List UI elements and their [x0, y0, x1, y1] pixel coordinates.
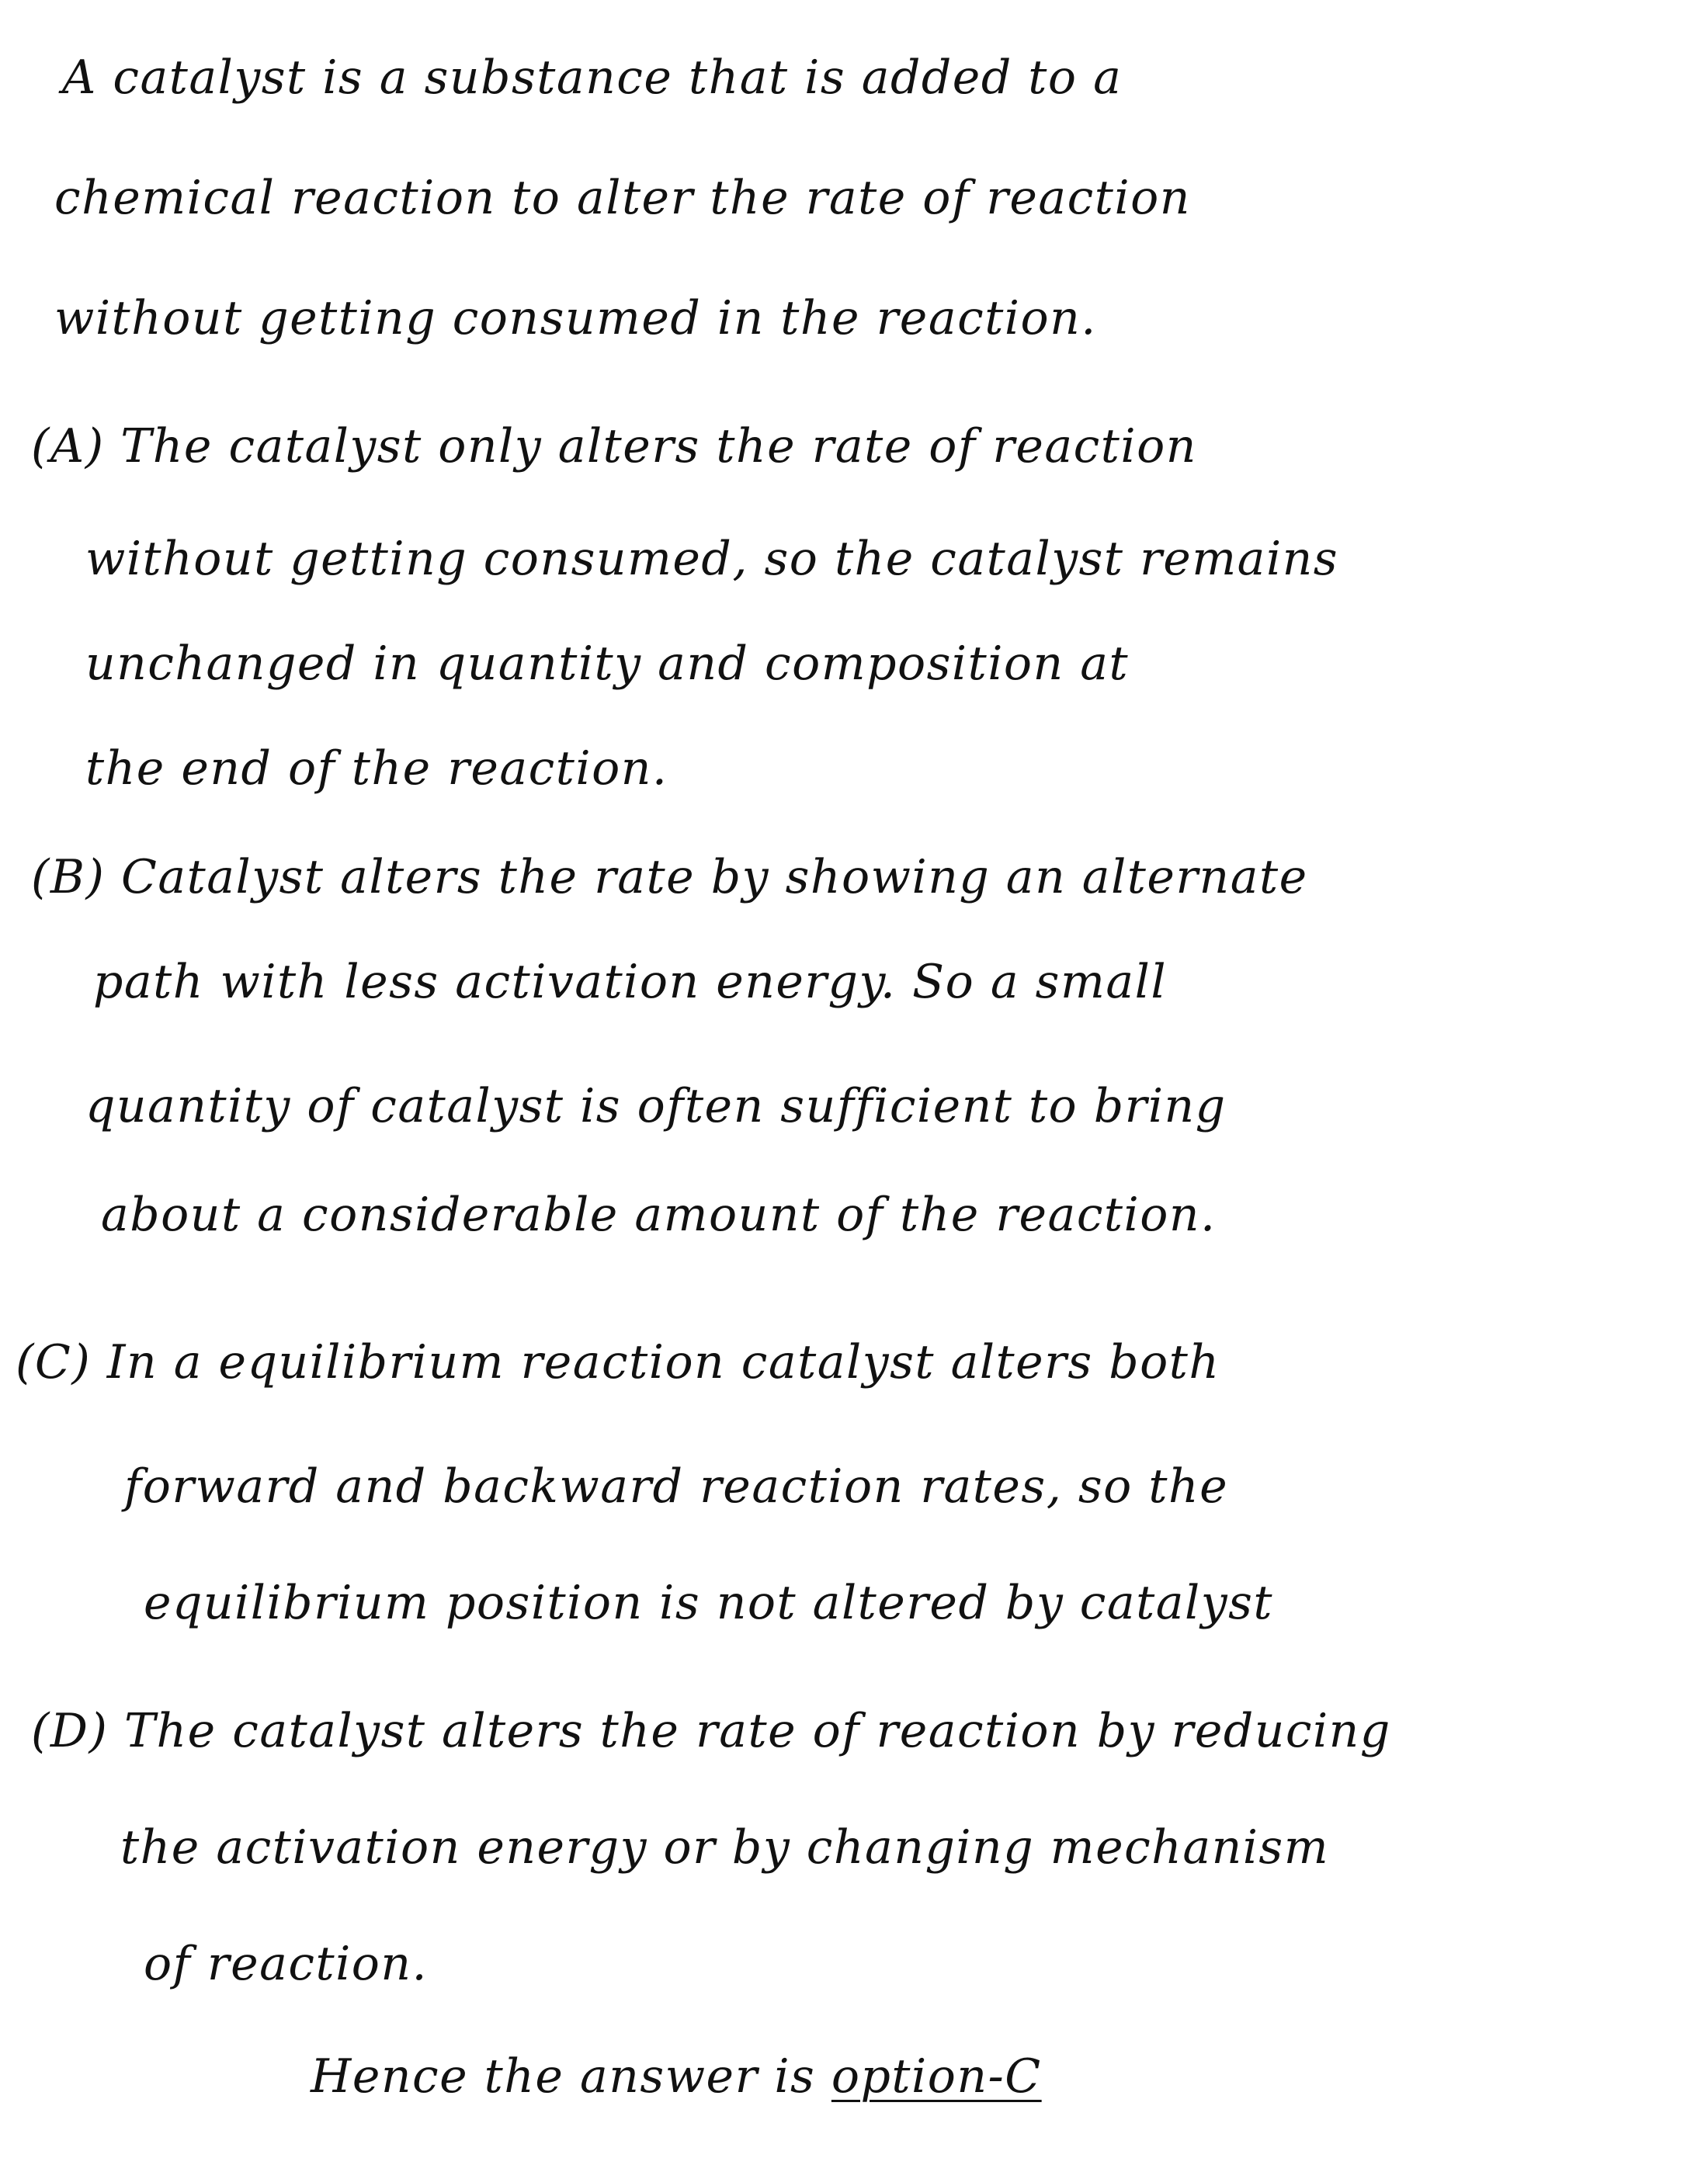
- intro-line-2: chemical reaction to alter the rate of reaction: [54, 171, 1191, 225]
- option-a-line-3: unchanged in quantity and composition at: [85, 637, 1130, 691]
- option-a-line-4: the end of the reaction.: [85, 741, 668, 796]
- intro-line-3: without getting consumed in the reaction.: [54, 291, 1097, 345]
- option-a-line-1: (A) The catalyst only alters the rate of reaction: [31, 419, 1197, 474]
- option-b-line-2: path with less activation energy. So a small: [93, 955, 1168, 1009]
- intro-line-1: A catalyst is a substance that is added to a: [62, 50, 1123, 105]
- conclusion-line: [311, 2049, 1042, 2104]
- option-c-line-3: equilibrium position is not altered by catalyst: [144, 1576, 1274, 1630]
- option-d-line-2: the activation energy or by changing mechanism: [120, 1820, 1330, 1875]
- option-c-line-2: forward and backward reaction rates, so the: [124, 1459, 1229, 1514]
- option-d-line-3: of reaction.: [144, 1937, 429, 1991]
- answer-highlight: option-C: [831, 2049, 1042, 2104]
- option-c-line-1: (C) In a equilibrium reaction catalyst alters both: [16, 1335, 1220, 1390]
- option-b-line-3: quantity of catalyst is often sufficient to bring: [85, 1079, 1227, 1133]
- option-a-line-2: without getting consumed, so the catalyst remains: [85, 532, 1339, 586]
- option-d-line-1: (D) The catalyst alters the rate of reaction by reducing: [31, 1704, 1391, 1758]
- conclusion-text: Hence the answer is: [311, 2049, 831, 2104]
- option-b-line-4: about a considerable amount of the reaction.: [101, 1188, 1217, 1242]
- option-b-line-1: (B) Catalyst alters the rate by showing an alternate: [31, 850, 1308, 904]
